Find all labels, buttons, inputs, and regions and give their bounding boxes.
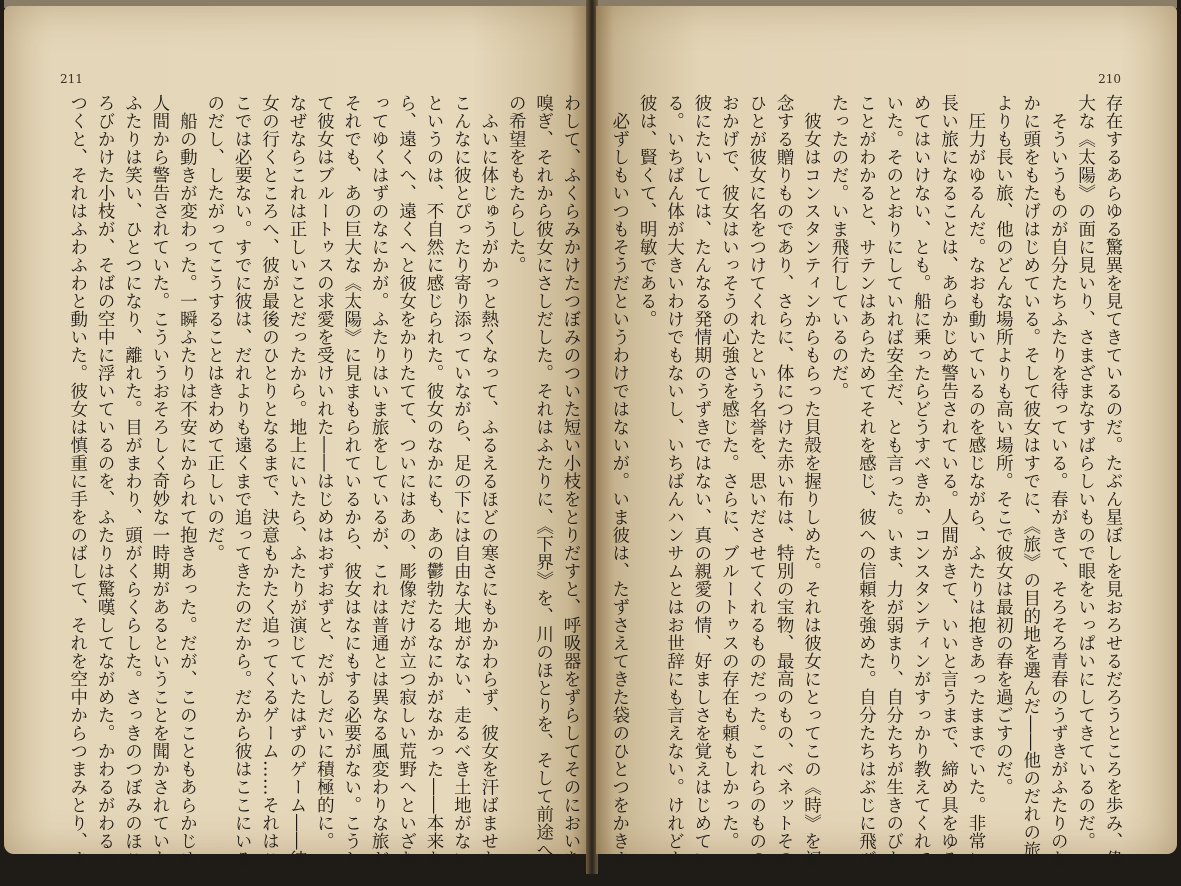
- text-line: ことがわかると、サテンはあらためてそれを感じ、彼への信頼を強めた。自分たちはぶじに飛び: [856, 94, 877, 868]
- text-line: そういうものが自分たちふたりを待っている。春がきて、そろそろ青春のうずきがふたりのな: [1048, 94, 1069, 868]
- text-line: ろびかけた小枝が、そばの空中に浮いているのを、ふたりは驚嘆してながめた。かわるがわるつ: [95, 94, 116, 868]
- text-line: 彼にたいしては、たんなる発情期のうずきではない、真の親愛の情、好ましさを覚えはじめてい: [691, 94, 712, 868]
- text-line: おかげで、彼女はいっそうの心強さを感じた。さらに、ブルートゥスの存在も頼もしかった。: [719, 94, 740, 850]
- text-line: 人間から警告されていた。こういうおそろしく奇妙な一時期があるということを聞かされていた。: [149, 94, 170, 886]
- text-line: ふいに体じゅうがかっと熱くなって、ふるえるほどの寒さにもかかわらず、彼女を汗ばませた。: [478, 94, 499, 886]
- text-line: なぜならこれは正しいことだったから。地上にいたら、ふたりが演じていたはずのゲーム――彼: [286, 94, 307, 868]
- text-line: ら、遠くへ、遠くへと彼女をかりたてて、ついにはあの、彫像だけが立つ寂しい荒野へといざな: [396, 94, 417, 868]
- text-line: 存在するあらゆる驚異を見てきているのだ。たぶん星ぼしを見おろせるだろうところを歩み、偉: [1103, 94, 1123, 868]
- text-line: ふたりは笑い、ひとつになり、離れた。目がまわり、頭がくらくらした。さっきのつぼみのほこ: [122, 94, 143, 868]
- text-line: 彼女はコンスタンティンからもらった貝殻を握りしめた。それは彼女にとってこの《時》を記: [801, 94, 822, 868]
- left-page: [4, 6, 588, 886]
- text-line: めてはいけない、とも。船に乗ったらどうすべきか、コンスタンティンがすっかり教えてくれて: [911, 94, 932, 868]
- text-line: かに頭をもたげはじめている。そして彼女はすでに、《旅》の目的地を選んだ――他のだれの旅: [1020, 94, 1041, 860]
- text-line: 圧力がゆるんだ。なおも動いているのを感じながら、ふたりは抱きあったままでいた。非常に: [965, 94, 986, 868]
- text-line: の希望をもたらした。: [506, 94, 527, 274]
- right-page: [596, 6, 1177, 868]
- text-line: 必ずしもいつもそうだというわけではないが。いま彼は、たずさえてきた袋のひとつをかきま: [609, 94, 630, 868]
- text-line: のだし、したがってこうすることはきわめて正しいのだ。: [204, 94, 225, 562]
- text-line: て彼女はブルートゥスの求愛を受けいれた――はじめはおずおずと、だがしだいに積極的に。: [314, 94, 335, 850]
- text-line: 女の行くところへ、彼が最後のひとりとなるまで、決意もかたく追ってくるゲーム……それはこ: [259, 94, 280, 868]
- page-number-right: 210: [1098, 72, 1121, 86]
- text-line: 嗅ぎ、それから彼女にさしだした。それはふたりに、《下界》を、川のほとりを、そして前途へ: [533, 94, 554, 860]
- text-line: それでも、あの巨大な《太陽》に見まもられているから、彼女はなにもする必要がない。こうし: [341, 94, 362, 868]
- text-line: たったのだ。いま飛行しているのだ。: [828, 94, 849, 400]
- text-line: つくと、それはふわふわと動いた。彼女は慎重に手をのばして、それを空中からつまみとり、ま: [67, 94, 88, 868]
- text-line: 大な《太陽》の面に見いり、さまざまなすばらしいもので眼をいっぱいにしてきているのだ。: [1075, 94, 1096, 850]
- text-line: こでは必要ない。すでに彼は、だれよりも遠くまで追ってきたのだから。だから彼はここにいる: [232, 94, 253, 868]
- text-line: よりも長い旅、他のどんな場所よりも高い場所。そこで彼女は最初の春を過ごすのだ。: [993, 94, 1014, 796]
- text-line: 船の動きが変わった。一瞬ふたりは不安にかられて抱きあった。だが、このこともあらかじめ: [177, 94, 198, 868]
- right-page-body: [609, 94, 1126, 868]
- text-line: る。いちばん体が大きいわけでもないし、いちばんハンサムとはお世辞にも言えない。けれども: [664, 94, 685, 868]
- page-number-left: 211: [60, 72, 83, 86]
- text-line: 彼は、賢くて、明敏である。: [637, 94, 658, 328]
- text-line: こんなに彼とぴったり寄り添っていながら、足の下には自由な大地がない、走るべき土地がない: [451, 94, 472, 868]
- text-line: 念する贈りものであり、さらに、体につけた赤い布は、特別の宝物、最高のもの、ベネットその: [774, 94, 795, 868]
- text-line: というのは、不自然に感じられた。彼女のなかにも、あの鬱勃たるなにかがなかった――本来な: [423, 94, 444, 868]
- text-line: わして、ふくらみかけたつぼみのついた短い小枝をとりだすと、呼吸器をずらしてそのにおいを: [561, 94, 581, 868]
- left-page-body: [54, 94, 584, 886]
- text-line: 長い旅になることは、あらかじめ警告されている。人間がきて、いいと言うまで、締め具をゆる: [938, 94, 959, 868]
- text-line: いた。そのとおりにしていれば安全だ、とも言った。いま、力が弱まり、自分たちが生きのびた: [883, 94, 904, 868]
- text-line: ひとが彼女に名をつけてくれたという名誉を、思いださせてくれるものだった。これらのものの: [746, 94, 767, 868]
- text-line: ってゆくはずのなにかが。ふたりはいま旅をしているが、これは普通とは異なる風変わりな旅だ。: [369, 94, 390, 886]
